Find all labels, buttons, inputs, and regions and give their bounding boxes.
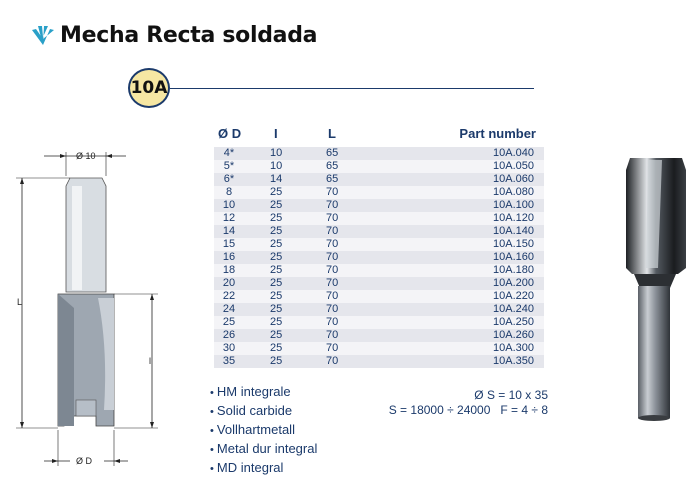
cutting-diameter-label: Ø D (76, 456, 93, 466)
overall-length-label: L (17, 297, 23, 307)
bit-technical-drawing (14, 148, 164, 468)
table-row: 20 25 70 10A.200 (214, 277, 544, 290)
material-item: • HM integrale (210, 383, 317, 402)
material-item: • Solid carbide (210, 402, 317, 421)
header-rule (170, 88, 534, 89)
cutting-specs (370, 388, 548, 418)
brand-logo-icon (30, 24, 56, 46)
table-row: 35 25 70 10A.350 (214, 355, 544, 368)
table-row: 8 25 70 10A.080 (214, 186, 544, 199)
col-header-part-number: Part number (459, 126, 536, 141)
table-row: 5* 10 65 10A.050 (214, 160, 544, 173)
router-bit-photo (614, 150, 694, 430)
col-header-l: L (328, 126, 336, 141)
table-row: 12 25 70 10A.120 (214, 212, 544, 225)
materials-list (210, 383, 317, 478)
table-row: 10 25 70 10A.100 (214, 199, 544, 212)
material-item: • Vollhartmetall (210, 421, 317, 440)
col-header-d: Ø D (218, 126, 242, 141)
dimensions-table (214, 147, 544, 368)
table-row: 15 25 70 10A.150 (214, 238, 544, 251)
table-row: 24 25 70 10A.240 (214, 303, 544, 316)
table-row: 6* 14 65 10A.060 (214, 173, 544, 186)
material-item: • MD integral (210, 459, 317, 478)
table-row: 16 25 70 10A.160 (214, 251, 544, 264)
material-item: • Metal dur integral (210, 440, 317, 459)
table-row: 18 25 70 10A.180 (214, 264, 544, 277)
cutting-length-label: l (149, 356, 151, 366)
table-row: 22 25 70 10A.220 (214, 290, 544, 303)
table-row: 25 25 70 10A.250 (214, 316, 544, 329)
speed-feed-spec: S = 18000 ÷ 24000 F = 4 ÷ 8 (388, 403, 548, 417)
col-header-i: I (274, 126, 278, 141)
table-row: 30 25 70 10A.300 (214, 342, 544, 355)
shank-spec: Ø S = 10 x 35 (474, 388, 548, 402)
table-row: 4* 10 65 10A.040 (214, 147, 544, 160)
table-header (214, 126, 544, 144)
product-code-badge: 10A (128, 68, 170, 108)
shank-diameter-label: Ø 10 (76, 151, 96, 161)
page-title: Mecha Recta soldada (60, 23, 318, 48)
table-row: 26 25 70 10A.260 (214, 329, 544, 342)
table-row: 14 25 70 10A.140 (214, 225, 544, 238)
